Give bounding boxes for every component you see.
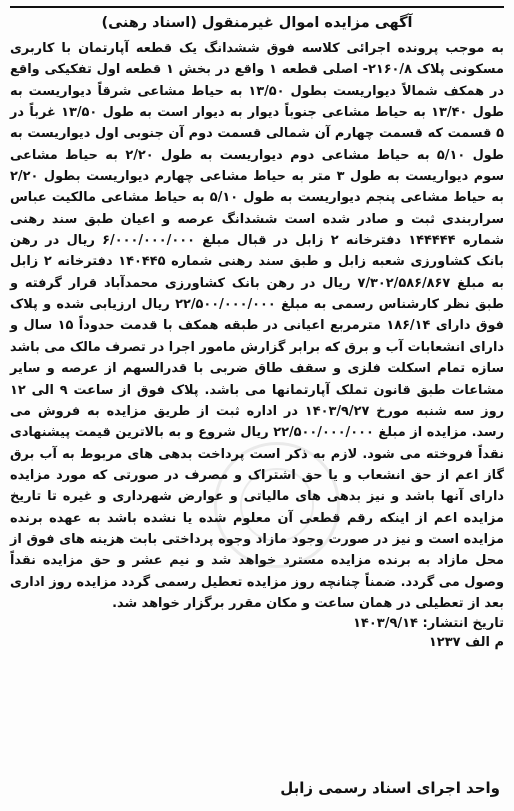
top-rule — [10, 6, 504, 8]
reference-code: م الف ۱۲۳۷ — [428, 635, 504, 651]
issuing-office: واحد اجرای اسناد رسمی زابل — [280, 779, 500, 797]
publish-date: تاریخ انتشار: ۱۴۰۳/۹/۱۴ — [352, 616, 504, 632]
notice-body: به موجب پرونده اجرائی کلاسه فوق ششدانگ یک قطعه آپارتمان با کاربری مسکونی پلاک ۲۱۶۰/۸- اصلی قطعه ۱ واقع در بخش ۱ قطعه اول تفکیکی واقع در همکف شمالاً دیواریست بطول ۱۳/۵۰ به حیاط مشاعی شرقاً دیواریست به طول ۱۳/۴۰ به حیاط مشاعی جنوباً دیوار به دیوار است به طول ۱۳/۵۰ غرباً در ۵ قسمت که قسمت چهارم آن شمالی قسمت دوم آن جنوبی اول دیواریست به طول ۵/۱۰ به حیاط مشاعی دوم دیواریست به طول ۲/۲۰ به حیاط مشاعی سوم دیواریست به طول ۳ متر به حیاط مشاعی چهارم دیواریست بطول ۲/۲۰ به حیاط مشاعی پنجم دیواریست به طول ۵/۱۰ به حیاط مشاعی مالکیت عباس سراربندی ثبت و صادر شده است ششدانگ عرصه و اعیان طبق سند رهنی شماره ۱۴۴۴۴۴ دفترخانه ۲ زابل در قبال مبلغ ۶/۰۰۰/۰۰۰/۰۰۰ ریال در رهن بانک کشاورزی شعبه زابل و طبق سند رهنی شماره ۱۴۰۴۴۵ دفترخانه ۲ زابل به مبلغ ۷/۳۰۲/۵۸۶/۸۶۷ ریال در رهن بانک کشاورزی محمدآباد قرار گرفته و طبق نظر کارشناس رسمی به مبلغ ۲۲/۵۰۰/۰۰۰/۰۰۰ ریال ارزیابی شده و پلاک فوق دارای ۱۸۶/۱۴ مترمربع اعیانی در طبقه همکف با قدمت حدوداً ۱۵ سال و دارای انشعابات آب و برق که برابر گزارش مامور اجرا در تصرف مالک می باشد سازه تمام اسکلت فلزی و سقف طاق ضربی با قدرالسهم از عرصه و سایر مشاعات طبق قانون تملک آپارتمانها می باشد. پلاک فوق از ساعت ۹ الی ۱۲ روز سه شنبه مورخ ۱۴۰۳/۹/۲۷ در اداره ثبت از طریق مزایده به فروش می رسد. مزایده از مبلغ ۲۲/۵۰۰/۰۰۰/۰۰۰ ریال شروع و به بالاترین قیمت پیشنهادی نقداً فروخته می شود. لازم به ذکر است پرداخت بدهی های مربوط به آب برق گاز اعم از حق انشعاب و یا حق اشتراک و مصرف در صورتی که مورد مزایده دارای آنها باشد و نیز بدهی های مالیاتی و عوارض شهرداری و غیره تا تاریخ مزایده اعم از اینکه رقم قطعی آن معلوم شده یا نشده باشد به عهده برنده مزایده است و نیز در صورت وجود مازاد وجوه پرداختی بابت هزینه های فوق از محل مازاد به برنده مزایده مسترد خواهد شد و نیم عشر و حق مزایده نقداً وصول می گردد. ضمناً چنانچه روز مزایده تعطیل رسمی گردد مزایده روز اداری بعد از تعطیلی در همان ساعت و مکان مقرر برگزار خواهد شد. — [10, 41, 505, 611]
notice-title: آگهی مزایده اموال غیرمنقول (اسناد رهنی) — [101, 15, 413, 31]
